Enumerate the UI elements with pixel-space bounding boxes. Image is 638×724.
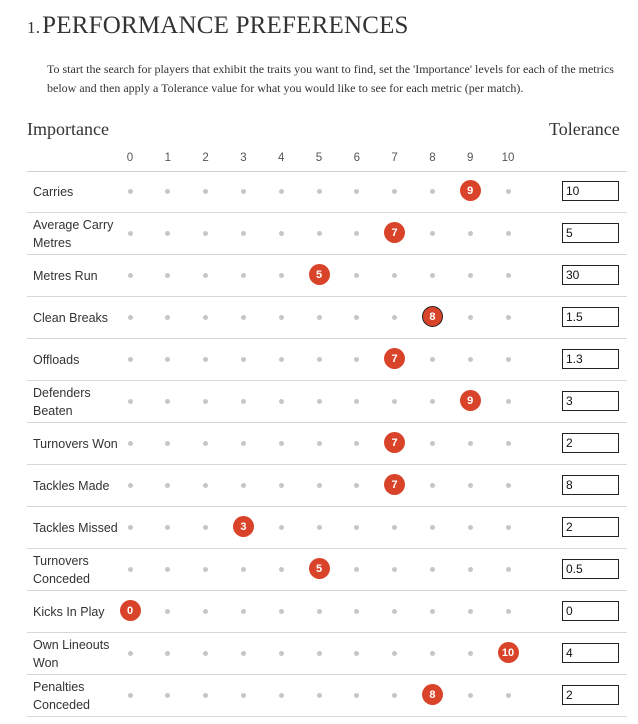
metric-row [27,381,627,423]
importance-option-5[interactable] [317,399,322,404]
importance-option-5[interactable] [317,189,322,194]
scale-label-1: 1 [164,152,171,164]
importance-option-4[interactable] [279,399,284,404]
tolerance-input[interactable] [562,517,619,537]
importance-option-2[interactable] [203,273,208,278]
importance-option-3[interactable] [241,567,246,572]
importance-option-6[interactable] [354,609,359,614]
importance-selected[interactable]: 3 [233,516,254,537]
importance-option-1[interactable] [165,651,170,656]
importance-option-9[interactable] [468,651,473,656]
importance-option-3[interactable] [241,315,246,320]
importance-selected[interactable]: 5 [309,264,330,285]
importance-option-4[interactable] [279,567,284,572]
importance-option-7[interactable] [392,315,397,320]
importance-option-10[interactable] [506,609,511,614]
metric-label: Clean Breaks [33,310,109,325]
importance-option-10[interactable] [506,315,511,320]
importance-option-7[interactable] [392,651,397,656]
importance-option-3[interactable] [241,273,246,278]
importance-option-2[interactable] [203,567,208,572]
importance-option-7[interactable] [392,693,397,698]
importance-option-9[interactable] [468,315,473,320]
importance-option-10[interactable] [506,693,511,698]
metric-row [27,549,627,591]
importance-option-0[interactable] [128,525,133,530]
metric-label: Average Carry Metres [33,217,114,250]
importance-option-8[interactable] [430,651,435,656]
metric-row [27,675,627,717]
importance-option-9[interactable] [468,441,473,446]
tolerance-input[interactable] [562,223,619,243]
importance-option-5[interactable] [317,651,322,656]
tolerance-input[interactable] [562,559,619,579]
importance-selected[interactable]: 7 [384,432,405,453]
importance-option-2[interactable] [203,399,208,404]
intro-text: To start the search for players that exhibit the traits you want to find, set the 'Importance' levels for each of the metrics below and then apply a Tolerance value for what you would like to see for each metric (per match). [47,62,614,95]
importance-option-4[interactable] [279,693,284,698]
importance-option-1[interactable] [165,483,170,488]
metric-row [27,339,627,381]
importance-option-4[interactable] [279,357,284,362]
importance-option-2[interactable] [203,609,208,614]
importance-option-0[interactable] [128,651,133,656]
importance-option-6[interactable] [354,525,359,530]
importance-option-8[interactable] [430,609,435,614]
section-title: PERFORMANCE PREFERENCES [42,12,409,39]
importance-option-10[interactable] [506,231,511,236]
importance-option-0[interactable] [128,441,133,446]
importance-option-0[interactable] [128,273,133,278]
importance-option-2[interactable] [203,315,208,320]
importance-option-7[interactable] [392,525,397,530]
metric-row [27,507,627,549]
metric-label: Penalties Conceded [33,679,90,712]
importance-option-0[interactable] [128,231,133,236]
importance-option-10[interactable] [506,273,511,278]
importance-option-10[interactable] [506,189,511,194]
importance-option-3[interactable] [241,609,246,614]
metric-label: Tackles Missed [33,520,118,535]
importance-option-6[interactable] [354,357,359,362]
metric-row [27,171,627,213]
scale-label-5: 5 [315,152,323,164]
importance-option-5[interactable] [317,315,322,320]
importance-option-10[interactable] [506,483,511,488]
metric-label: Metres Run [33,268,98,283]
importance-option-4[interactable] [279,609,284,614]
importance-option-9[interactable] [468,693,473,698]
metric-row [27,633,627,675]
tolerance-input[interactable] [562,643,619,663]
importance-option-7[interactable] [392,399,397,404]
importance-selected[interactable]: 9 [460,180,481,201]
importance-option-3[interactable] [241,357,246,362]
importance-option-10[interactable] [506,357,511,362]
importance-option-4[interactable] [279,315,284,320]
importance-option-0[interactable] [128,483,133,488]
importance-selected[interactable]: 8 [422,684,443,705]
importance-option-1[interactable] [165,231,170,236]
importance-option-8[interactable] [430,357,435,362]
importance-option-1[interactable] [165,189,170,194]
metric-row [27,423,627,465]
importance-option-3[interactable] [241,399,246,404]
metric-row [27,297,627,339]
importance-option-7[interactable] [392,567,397,572]
importance-option-6[interactable] [354,651,359,656]
importance-heading: Importance [27,119,109,139]
importance-option-4[interactable] [279,189,284,194]
section-number: 1. [27,18,41,37]
importance-selected[interactable]: 0 [120,600,141,621]
importance-option-6[interactable] [354,567,359,572]
importance-option-6[interactable] [354,693,359,698]
tolerance-heading: Tolerance [549,119,620,139]
importance-option-10[interactable] [506,567,511,572]
importance-option-4[interactable] [279,651,284,656]
tolerance-input[interactable] [562,685,619,705]
importance-option-0[interactable] [128,189,133,194]
importance-option-9[interactable] [468,567,473,572]
importance-option-8[interactable] [430,273,435,278]
importance-option-7[interactable] [392,609,397,614]
scale-label-6: 6 [353,152,360,164]
importance-option-4[interactable] [279,525,284,530]
importance-selected[interactable]: 7 [384,474,405,495]
importance-option-5[interactable] [317,441,322,446]
importance-option-2[interactable] [203,693,208,698]
scale-label-0: 0 [126,152,134,164]
importance-option-8[interactable] [430,441,435,446]
importance-option-1[interactable] [165,315,170,320]
importance-selected[interactable]: 9 [460,390,481,411]
importance-option-9[interactable] [468,483,473,488]
importance-option-2[interactable] [203,483,208,488]
metric-label: Kicks In Play [33,604,105,619]
importance-option-4[interactable] [279,273,284,278]
tolerance-input[interactable] [562,349,619,369]
importance-option-6[interactable] [354,441,359,446]
importance-option-3[interactable] [241,189,246,194]
importance-option-7[interactable] [392,189,397,194]
importance-option-0[interactable] [128,567,133,572]
importance-option-2[interactable] [203,651,208,656]
page-title [27,12,409,40]
importance-option-2[interactable] [203,189,208,194]
importance-selected[interactable]: 7 [384,222,405,243]
importance-option-5[interactable] [317,693,322,698]
importance-option-2[interactable] [203,441,208,446]
importance-option-8[interactable] [430,567,435,572]
importance-selected[interactable]: 7 [384,348,405,369]
tolerance-input[interactable] [562,601,619,621]
importance-option-1[interactable] [165,273,170,278]
tolerance-input[interactable] [562,433,619,453]
importance-option-5[interactable] [317,231,322,236]
tolerance-input[interactable] [562,265,619,285]
importance-option-1[interactable] [165,441,170,446]
importance-option-0[interactable] [128,399,133,404]
importance-option-9[interactable] [468,609,473,614]
importance-option-1[interactable] [165,399,170,404]
importance-option-1[interactable] [165,567,170,572]
importance-option-6[interactable] [354,483,359,488]
importance-option-3[interactable] [241,693,246,698]
importance-option-0[interactable] [128,693,133,698]
importance-option-3[interactable] [241,483,246,488]
importance-option-2[interactable] [203,357,208,362]
metric-row [27,213,627,255]
importance-option-1[interactable] [165,357,170,362]
metric-label: Own Lineouts Won [33,637,110,670]
importance-option-9[interactable] [468,525,473,530]
importance-option-8[interactable] [430,399,435,404]
importance-option-1[interactable] [165,525,170,530]
importance-option-10[interactable] [506,399,511,404]
tolerance-input[interactable] [562,475,619,495]
metric-row [27,591,627,633]
importance-selected[interactable]: 5 [309,558,330,579]
tolerance-input[interactable] [562,391,619,411]
metric-row [27,255,627,297]
metric-label: Defenders Beaten [33,385,91,418]
importance-option-3[interactable] [241,651,246,656]
scale-label-3: 3 [240,152,247,164]
importance-option-8[interactable] [430,189,435,194]
importance-option-2[interactable] [203,231,208,236]
importance-option-6[interactable] [354,189,359,194]
scale-label-4: 4 [277,152,285,164]
metric-label: Tackles Made [33,478,110,493]
importance-option-6[interactable] [354,231,359,236]
importance-option-6[interactable] [354,399,359,404]
metric-label: Turnovers Won [33,436,118,451]
importance-option-4[interactable] [279,231,284,236]
importance-option-7[interactable] [392,273,397,278]
importance-option-8[interactable] [430,231,435,236]
importance-option-3[interactable] [241,231,246,236]
tolerance-input[interactable] [562,307,619,327]
scale-label-8: 8 [429,152,436,164]
importance-option-5[interactable] [317,357,322,362]
scale-label-10: 10 [501,152,515,164]
scale-label-2: 2 [202,152,209,164]
scale-label-9: 9 [466,152,474,164]
tolerance-input[interactable] [562,181,619,201]
importance-option-6[interactable] [354,273,359,278]
importance-option-10[interactable] [506,525,511,530]
importance-option-9[interactable] [468,231,473,236]
importance-option-5[interactable] [317,609,322,614]
metric-label: Offloads [33,352,80,367]
importance-option-10[interactable] [506,441,511,446]
importance-option-2[interactable] [203,525,208,530]
importance-option-4[interactable] [279,483,284,488]
importance-selected[interactable]: 10 [498,642,519,663]
metric-label: Turnovers Conceded [33,553,90,586]
importance-option-1[interactable] [165,693,170,698]
importance-option-9[interactable] [468,357,473,362]
importance-option-5[interactable] [317,483,322,488]
importance-option-4[interactable] [279,441,284,446]
importance-option-0[interactable] [128,315,133,320]
metric-row [27,465,627,507]
metric-label: Carries [33,184,74,199]
scale-label-7: 7 [391,152,398,164]
importance-option-3[interactable] [241,441,246,446]
importance-option-1[interactable] [165,609,170,614]
importance-option-8[interactable] [430,483,435,488]
importance-selected[interactable]: 8 [422,306,443,327]
importance-option-0[interactable] [128,357,133,362]
importance-option-9[interactable] [468,273,473,278]
importance-option-5[interactable] [317,525,322,530]
importance-option-6[interactable] [354,315,359,320]
importance-option-8[interactable] [430,525,435,530]
